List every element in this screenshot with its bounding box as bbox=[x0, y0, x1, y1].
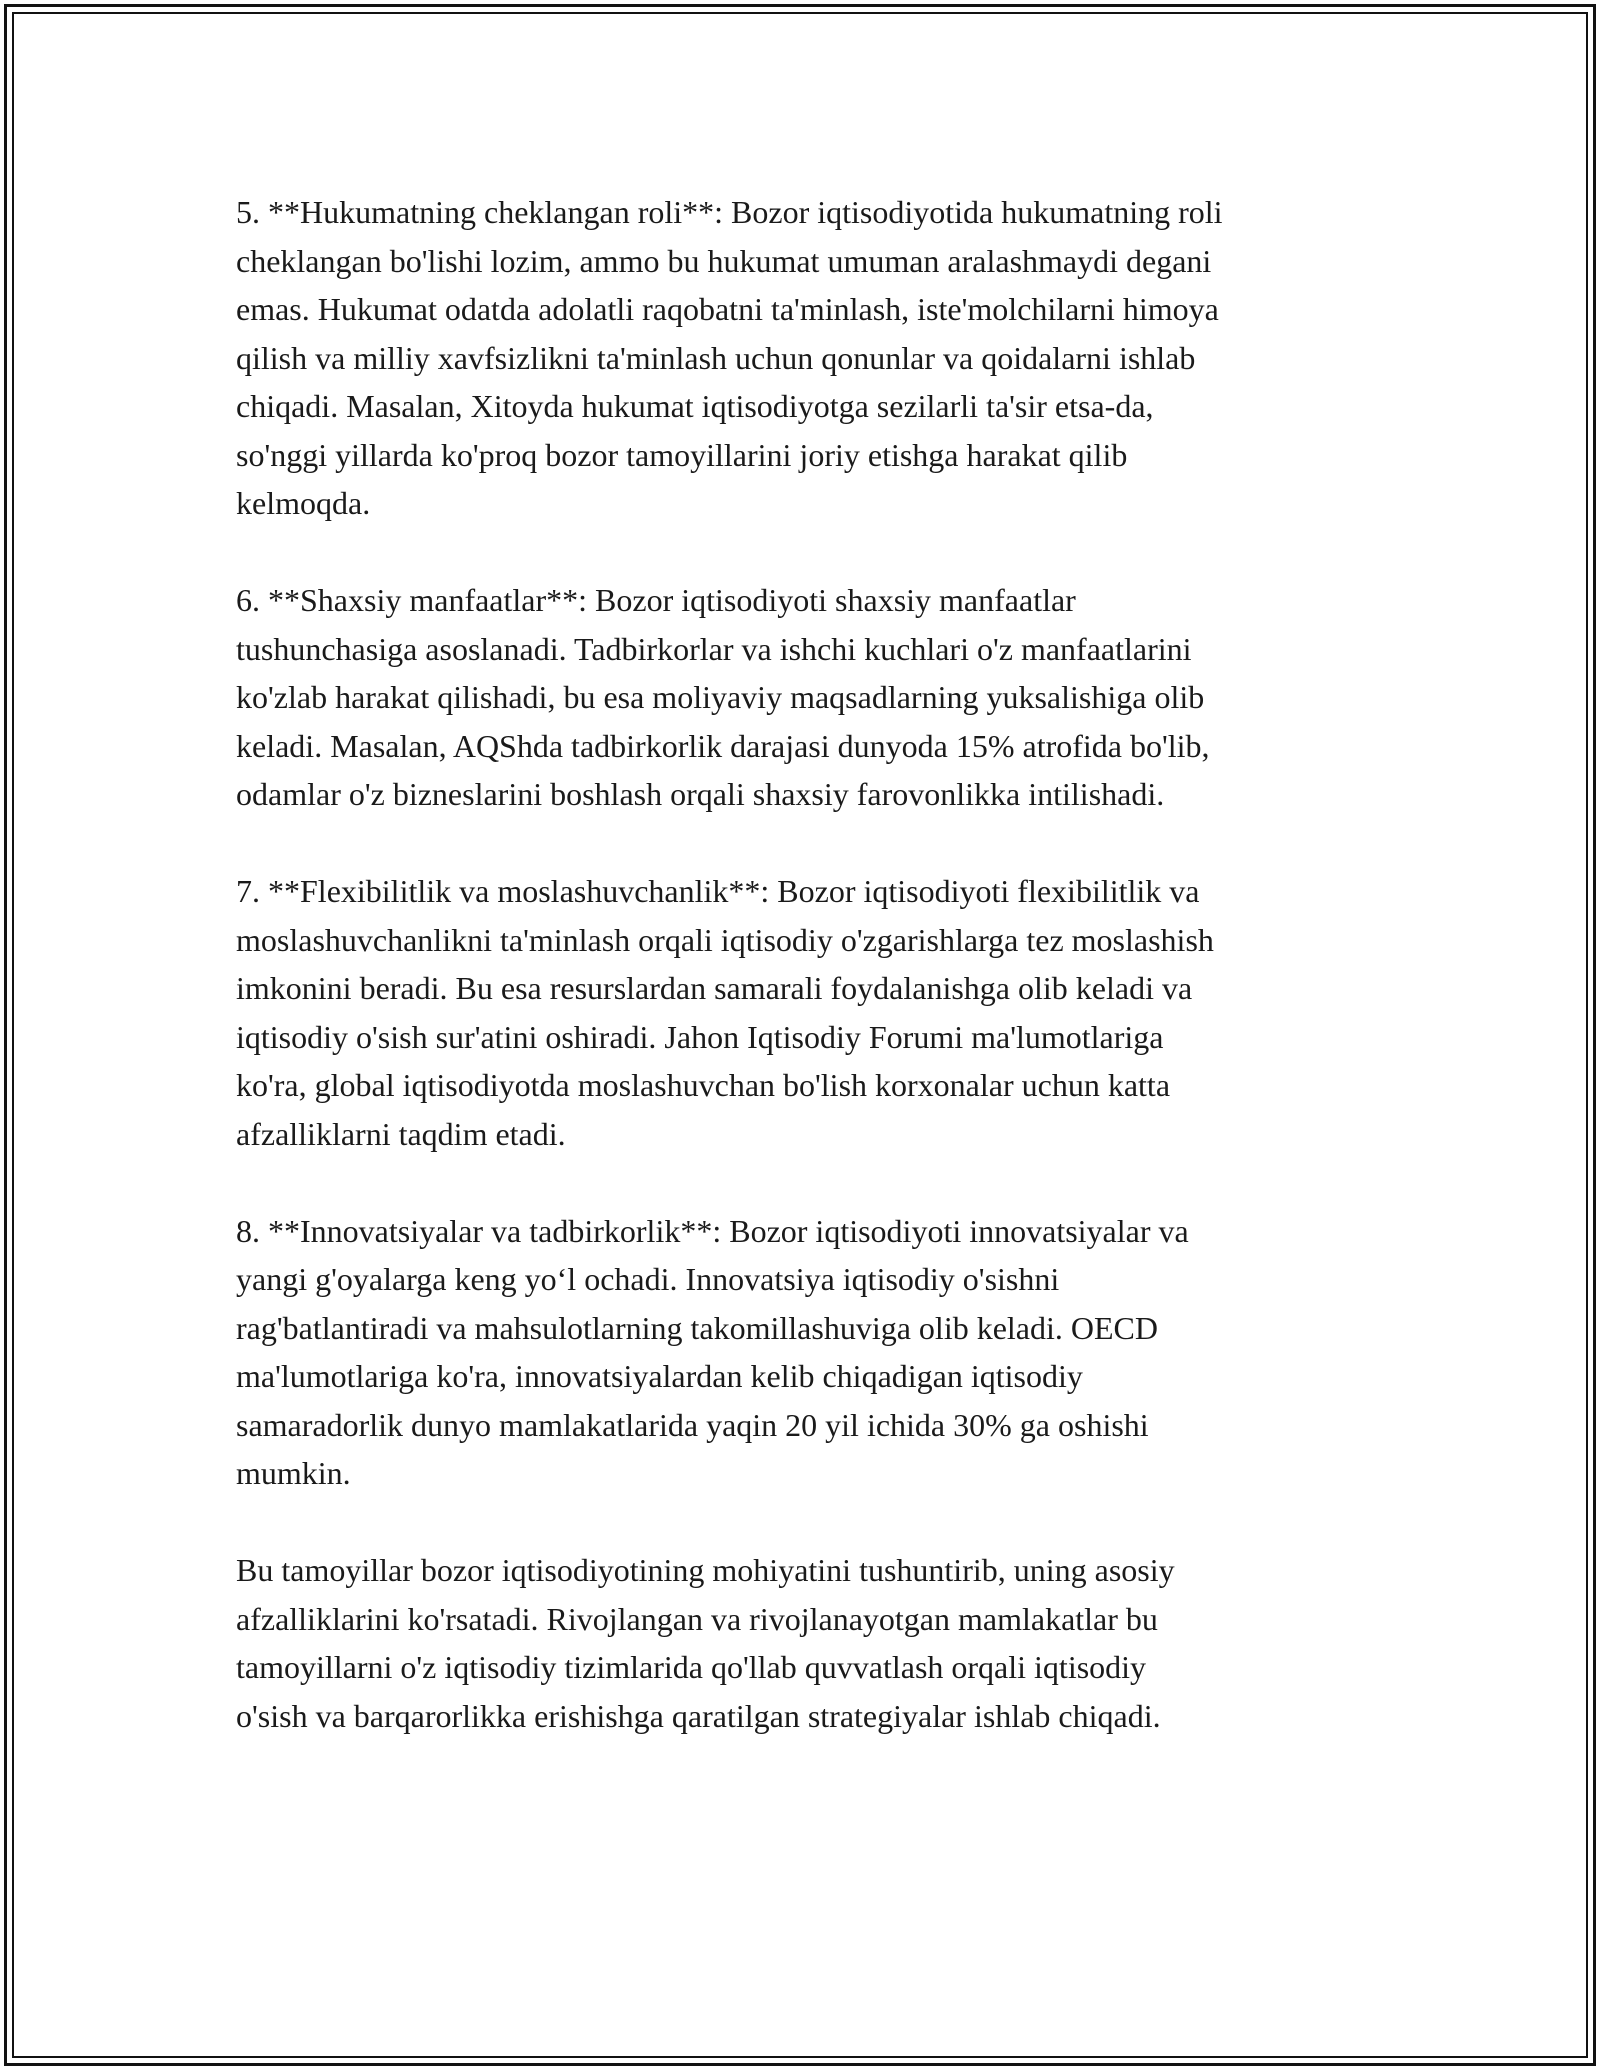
text-line: ma'lumotlariga ko'ra, innovatsiyalardan kelib chiqadigan iqtisodiy bbox=[236, 1358, 1083, 1394]
text-line: moslashuvchanlikni ta'minlash orqali iqtisodiy o'zgarishlarga tez moslashish bbox=[236, 921, 1214, 958]
text-line: mumkin. bbox=[236, 1455, 351, 1491]
text-line: imkonini beradi. Bu esa resurslardan samarali foydalanishga olib keladi va bbox=[236, 970, 1193, 1006]
text-line: 7. **Flexibilitlik va moslashuvchanlik**: Bozor iqtisodiyoti flexibilitlik va bbox=[236, 873, 1200, 909]
text-line: ko'zlab harakat qilishadi, bu esa moliyaviy maqsadlarning yuksalishiga olib bbox=[236, 679, 1205, 715]
text-line: o'sish va barqarorlikka erishishga qaratilgan strategiyalar ishlab chiqadi. bbox=[236, 1697, 1161, 1734]
paragraph-5-government-role bbox=[236, 188, 1396, 528]
text-line: odamlar o'z bizneslarini boshlash orqali shaxsiy farovonlikka intilishadi. bbox=[236, 776, 1165, 812]
text-line: ko'ra, global iqtisodiyotda moslashuvchan bo'lish korxonalar uchun katta bbox=[236, 1067, 1171, 1103]
text-line: yangi g'oyalarga keng yo‘l ochadi. Innovatsiya iqtisodiy o'sishni bbox=[236, 1261, 1060, 1297]
text-line: 5. **Hukumatning cheklangan roli**: Bozor iqtisodiyotida hukumatning roli bbox=[236, 194, 1223, 230]
text-line: cheklangan bo'lishi lozim, ammo bu hukumat umuman aralashmaydi degani bbox=[236, 242, 1212, 279]
text-line: iqtisodiy o'sish sur'atini oshiradi. Jahon Iqtisodiy Forumi ma'lumotlariga bbox=[236, 1018, 1164, 1055]
paragraph-6-personal-interests bbox=[236, 576, 1396, 819]
text-line: 6. **Shaxsiy manfaatlar**: Bozor iqtisodiyoti shaxsiy manfaatlar bbox=[236, 582, 1076, 618]
paragraph-conclusion bbox=[236, 1546, 1396, 1740]
text-line: tushunchasiga asoslanadi. Tadbirkorlar va ishchi kuchlari o'z manfaatlarini bbox=[236, 630, 1192, 667]
text-line: samaradorlik dunyo mamlakatlarida yaqin 20 yil ichida 30% ga oshishi bbox=[236, 1406, 1149, 1443]
text-line: chiqadi. Masalan, Xitoyda hukumat iqtisodiyotga sezilarli ta'sir etsa-da, bbox=[236, 388, 1154, 424]
text-line: afzalliklarini ko'rsatadi. Rivojlangan va rivojlanayotgan mamlakatlar bu bbox=[236, 1600, 1158, 1637]
paragraph-8-innovation bbox=[236, 1207, 1396, 1498]
text-line: so'nggi yillarda ko'proq bozor tamoyillarini joriy etishga harakat qilib bbox=[236, 436, 1128, 473]
text-line: tamoyillarni o'z iqtisodiy tizimlarida qo'llab quvvatlash orqali iqtisodiy bbox=[236, 1649, 1147, 1685]
text-line: rag'batlantiradi va mahsulotlarning takomillashuviga olib keladi. OECD bbox=[236, 1309, 1158, 1346]
text-line: kelmoqda. bbox=[236, 485, 371, 521]
document-body bbox=[236, 188, 1396, 1789]
text-line: keladi. Masalan, AQShda tadbirkorlik darajasi dunyoda 15% atrofida bo'lib, bbox=[236, 727, 1210, 764]
paragraph-7-flexibility bbox=[236, 867, 1396, 1158]
text-line: emas. Hukumat odatda adolatli raqobatni ta'minlash, iste'molchilarni himoya bbox=[236, 291, 1219, 327]
text-line: afzalliklarni taqdim etadi. bbox=[236, 1115, 566, 1152]
text-line: qilish va milliy xavfsizlikni ta'minlash uchun qonunlar va qoidalarni ishlab bbox=[236, 339, 1196, 376]
text-line: Bu tamoyillar bozor iqtisodiyotining mohiyatini tushuntirib, uning asosiy bbox=[236, 1552, 1175, 1588]
text-line: 8. **Innovatsiyalar va tadbirkorlik**: Bozor iqtisodiyoti innovatsiyalar va bbox=[236, 1212, 1189, 1249]
